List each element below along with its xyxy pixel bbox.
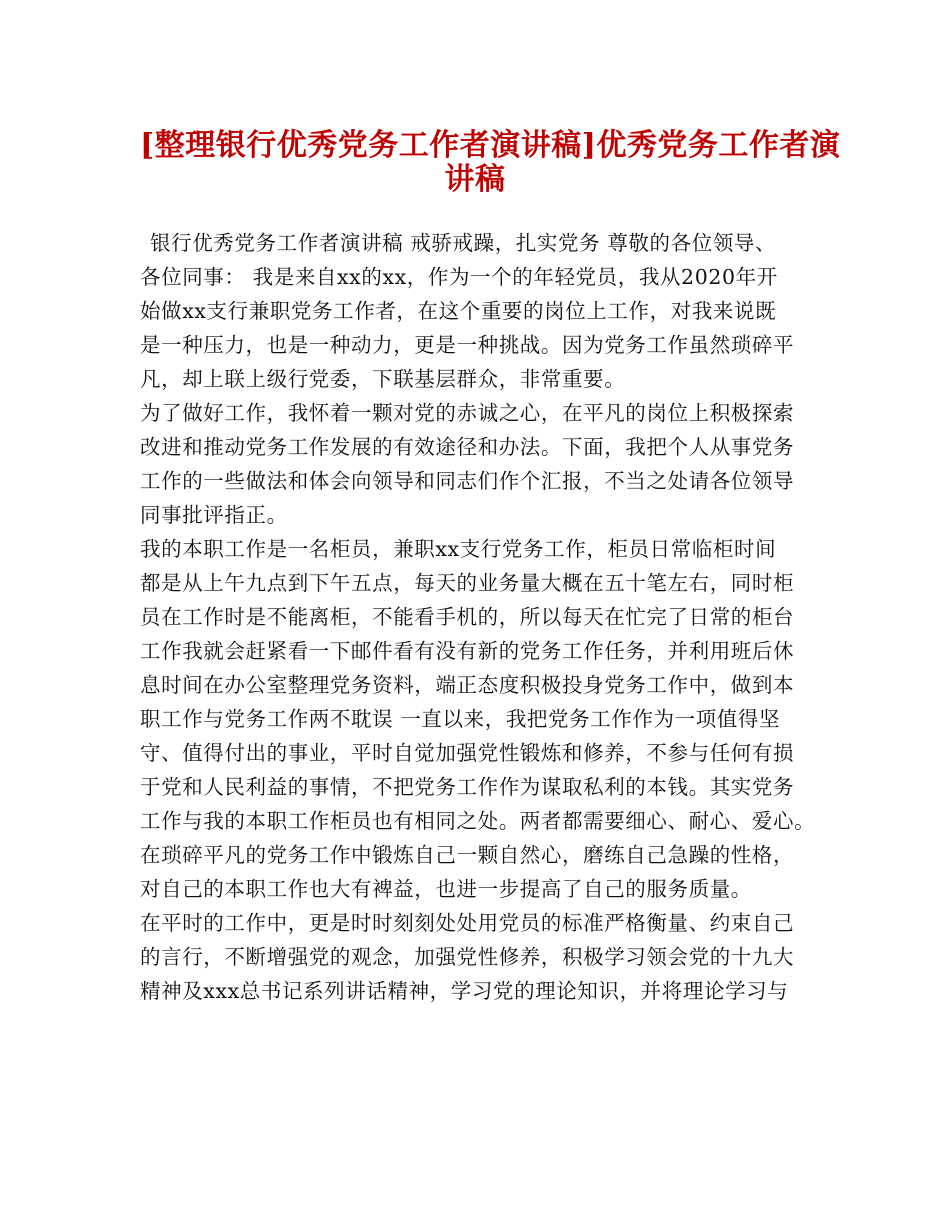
document-title xyxy=(140,122,841,197)
body-line: 的言行，不断增强党的观念，加强党性修养，积极学习领会党的十九大 xyxy=(140,945,795,969)
body-line: 工作的一些做法和体会向领导和同志们作个汇报，不当之处请各位领导 xyxy=(140,469,795,493)
title-line-2: 讲稿 xyxy=(444,162,506,197)
body-line: 守、值得付出的事业，平时自觉加强党性锻炼和修养，不参与任何有损 xyxy=(140,741,795,765)
body-line: 银行优秀党务工作者演讲稿 戒骄戒躁，扎实党务 尊敬的各位领导、 xyxy=(150,231,777,255)
body-line: 精神及xxx总书记系列讲话精神，学习党的理论知识，并将理论学习与 xyxy=(140,979,789,1003)
body-line: 我的本职工作是一名柜员，兼职xx支行党务工作，柜员日常临柜时间 xyxy=(140,537,777,561)
body-line: 员在工作时是不能离柜，不能看手机的，所以每天在忙完了日常的柜台 xyxy=(140,605,795,629)
body-line: 始做xx支行兼职党务工作者，在这个重要的岗位上工作，对我来说既 xyxy=(140,299,777,323)
body-line: 都是从上午九点到下午五点，每天的业务量大概在五十笔左右，同时柜 xyxy=(140,571,795,595)
body-line: 在平时的工作中，更是时时刻刻处处用党员的标准严格衡量、约束自己 xyxy=(140,911,795,935)
body-line: 工作我就会赶紧看一下邮件看有没有新的党务工作任务，并利用班后休 xyxy=(140,639,795,663)
body-line: 于党和人民利益的事情，不把党务工作作为谋取私利的本钱。其实党务 xyxy=(140,775,795,799)
body-line: 在琐碎平凡的党务工作中锻炼自己一颗自然心，磨练自己急躁的性格， xyxy=(140,843,795,867)
document-body xyxy=(140,226,830,1008)
body-line: 工作与我的本职工作柜员也有相同之处。两者都需要细心、耐心、爱心。 xyxy=(140,809,816,833)
body-line: 对自己的本职工作也大有裨益，也进一步提高了自己的服务质量。 xyxy=(140,877,752,901)
body-line: 是一种压力，也是一种动力，更是一种挑战。因为党务工作虽然琐碎平 xyxy=(140,333,795,357)
body-line: 凡，却上联上级行党委，下联基层群众，非常重要。 xyxy=(140,367,626,391)
body-line: 职工作与党务工作两不耽误 一直以来，我把党务工作作为一项值得坚 xyxy=(140,707,781,731)
body-line: 改进和推动党务工作发展的有效途径和办法。下面，我把个人从事党务 xyxy=(140,435,795,459)
body-line: 为了做好工作，我怀着一颗对党的赤诚之心，在平凡的岗位上积极探索 xyxy=(140,401,795,425)
body-line: 各位同事： 我是来自xx的xx，作为一个的年轻党员，我从2020年开 xyxy=(140,265,778,289)
body-line: 同事批评指正。 xyxy=(140,503,288,527)
title-line-1: [整理银行优秀党务工作者演讲稿]优秀党务工作者演 xyxy=(140,128,841,163)
body-line: 息时间在办公室整理党务资料，端正态度积极投身党务工作中，做到本 xyxy=(140,673,795,697)
